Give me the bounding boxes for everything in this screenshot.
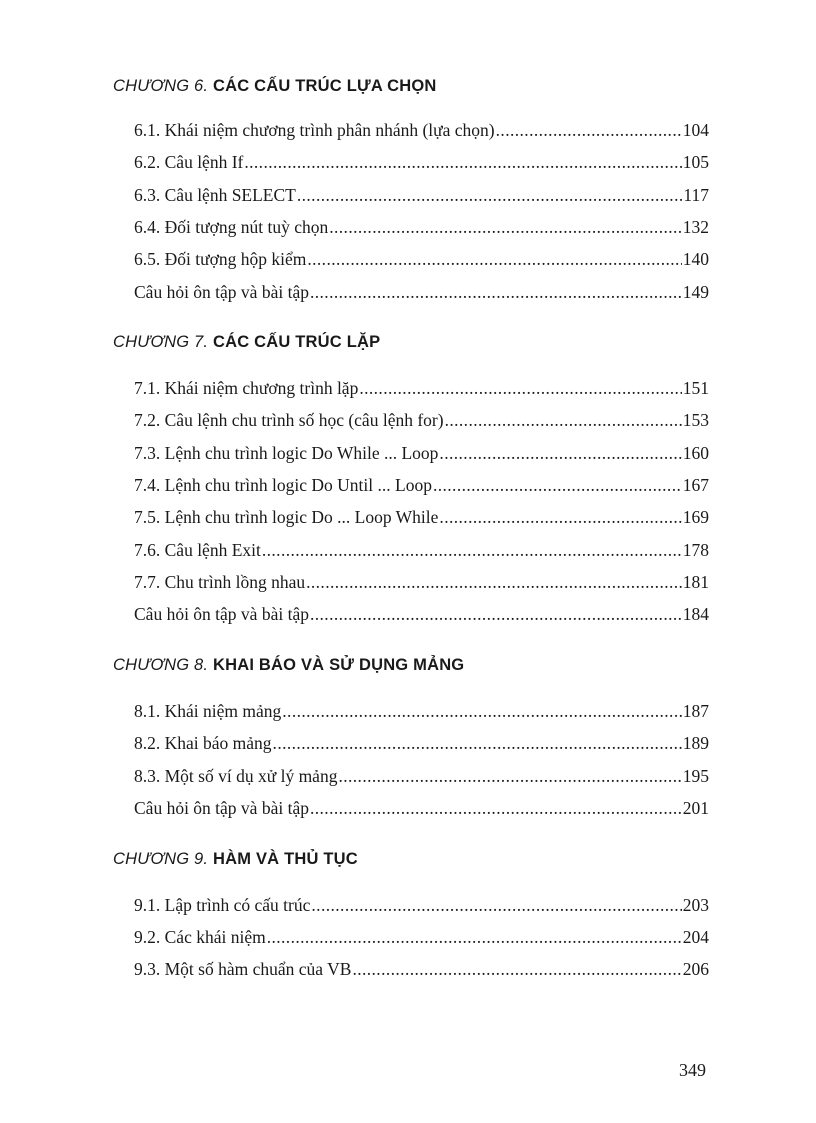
dot-leader <box>433 474 682 496</box>
dot-leader <box>310 281 682 303</box>
dot-leader <box>359 377 681 399</box>
dot-leader <box>496 119 682 141</box>
toc-entry-title: 7.5. Lệnh chu trình logic Do ... Loop While <box>134 507 439 527</box>
dot-leader <box>352 958 681 980</box>
toc-entry-title: 8.1. Khái niệm mảng <box>134 701 282 721</box>
dot-leader <box>439 506 681 528</box>
toc-entry-title: 8.2. Khai báo mảng <box>134 733 272 753</box>
toc-entry <box>134 442 709 464</box>
chapter-heading <box>113 77 713 96</box>
toc-entry-title: 6.5. Đối tượng hộp kiểm <box>134 249 307 269</box>
chapter-label: CHƯƠNG 8. <box>113 656 209 674</box>
chapter-title: CÁC CẤU TRÚC LỰA CHỌN <box>213 77 437 95</box>
toc-entry-page: 181 <box>682 572 709 592</box>
dot-leader <box>310 603 682 625</box>
toc-entry <box>134 281 709 303</box>
toc-entry-page: 206 <box>682 959 709 979</box>
chapter-heading <box>113 850 713 869</box>
chapter-heading <box>113 333 713 352</box>
toc-entry-title: 7.4. Lệnh chu trình logic Do Until ... Loop <box>134 475 432 495</box>
toc-entry-page: 149 <box>682 282 709 302</box>
toc-entry-page: 195 <box>682 766 709 786</box>
dot-leader <box>297 184 683 206</box>
toc-entry-page: 204 <box>682 927 709 947</box>
toc-entry-page: 184 <box>682 604 709 624</box>
toc-entry-page: 203 <box>682 895 709 915</box>
page-number: 349 <box>679 1060 706 1080</box>
chapter-label: CHƯƠNG 9. <box>113 850 209 868</box>
dot-leader <box>306 571 682 593</box>
toc-entry-page: 189 <box>682 733 709 753</box>
toc-entry-page: 169 <box>682 507 709 527</box>
dot-leader <box>439 442 681 464</box>
toc-entry-page: 140 <box>682 249 709 269</box>
toc-entry-page: 187 <box>682 701 709 721</box>
dot-leader <box>310 797 682 819</box>
toc-entry <box>134 119 709 141</box>
toc-entry-title: 6.3. Câu lệnh SELECT <box>134 185 296 205</box>
toc-entry-title: Câu hỏi ôn tập và bài tập <box>134 798 309 818</box>
toc-entry-title: 7.2. Câu lệnh chu trình số học (câu lệnh for) <box>134 410 444 430</box>
toc-entry <box>134 603 709 625</box>
toc-entry <box>134 474 709 496</box>
toc-entry-page: 151 <box>682 378 709 398</box>
toc-entry-title: 6.4. Đối tượng nút tuỳ chọn <box>134 217 329 237</box>
chapter-heading <box>113 656 713 675</box>
dot-leader <box>307 248 681 270</box>
toc-entry <box>134 539 709 561</box>
toc-entry-page: 117 <box>683 185 709 205</box>
dot-leader <box>282 700 681 722</box>
toc-entry <box>134 926 709 948</box>
toc-entry-title: 9.3. Một số hàm chuẩn của VB <box>134 959 352 979</box>
toc-entry-title: 6.1. Khái niệm chương trình phân nhánh (lựa chọn) <box>134 120 495 140</box>
toc-entry-title: 7.6. Câu lệnh Exit <box>134 540 261 560</box>
toc-entry <box>134 894 709 916</box>
toc-entry-title: 9.1. Lập trình có cấu trúc <box>134 895 311 915</box>
chapter-title: KHAI BÁO VÀ SỬ DỤNG MẢNG <box>213 656 465 674</box>
toc-entry-title: 7.3. Lệnh chu trình logic Do While ... Loop <box>134 443 439 463</box>
dot-leader <box>445 409 682 431</box>
chapter-label: CHƯƠNG 7. <box>113 333 209 351</box>
dot-leader <box>262 539 682 561</box>
toc-entry <box>134 571 709 593</box>
dot-leader <box>244 151 681 173</box>
dot-leader <box>273 732 682 754</box>
toc-entry <box>134 409 709 431</box>
toc-entry-title: 7.7. Chu trình lồng nhau <box>134 572 306 592</box>
toc-entry-page: 153 <box>682 410 709 430</box>
toc-entry <box>134 506 709 528</box>
dot-leader <box>338 765 681 787</box>
toc-entry-title: 6.2. Câu lệnh If <box>134 152 244 172</box>
dot-leader <box>311 894 681 916</box>
toc-entry <box>134 216 709 238</box>
toc-entry <box>134 377 709 399</box>
toc-entry-title: 7.1. Khái niệm chương trình lặp <box>134 378 359 398</box>
toc-entry-page: 105 <box>682 152 709 172</box>
dot-leader <box>329 216 682 238</box>
chapter-title: HÀM VÀ THỦ TỤC <box>213 850 358 868</box>
toc-entry-page: 178 <box>682 540 709 560</box>
toc-entry-title: 8.3. Một số ví dụ xử lý mảng <box>134 766 338 786</box>
toc-entry-page: 167 <box>682 475 709 495</box>
toc-entry <box>134 958 709 980</box>
toc-entry-page: 104 <box>682 120 709 140</box>
toc-entry-title: Câu hỏi ôn tập và bài tập <box>134 282 309 302</box>
toc-entry <box>134 765 709 787</box>
dot-leader <box>267 926 682 948</box>
toc-entry <box>134 732 709 754</box>
toc-entry-title: Câu hỏi ôn tập và bài tập <box>134 604 309 624</box>
toc-entry <box>134 184 709 206</box>
toc-entry <box>134 797 709 819</box>
toc-entry <box>134 700 709 722</box>
chapter-label: CHƯƠNG 6. <box>113 77 209 95</box>
chapter-title: CÁC CẤU TRÚC LẶP <box>213 333 381 351</box>
toc-entry <box>134 248 709 270</box>
toc-entry-title: 9.2. Các khái niệm <box>134 927 266 947</box>
toc-entry <box>134 151 709 173</box>
toc-entry-page: 160 <box>682 443 709 463</box>
toc-entry-page: 132 <box>682 217 709 237</box>
toc-entry-page: 201 <box>682 798 709 818</box>
